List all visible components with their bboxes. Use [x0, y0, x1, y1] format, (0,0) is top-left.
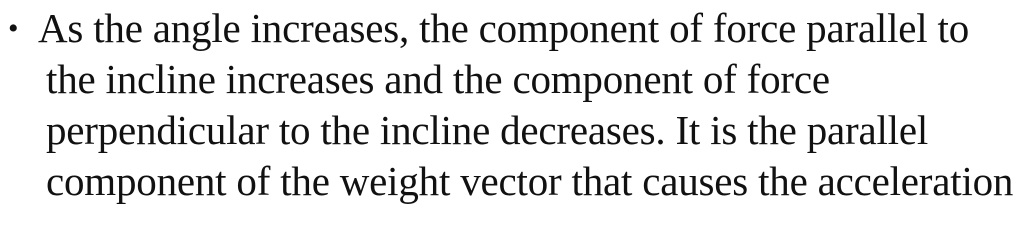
bullet-text-line-2: the incline increases and the component of force: [46, 56, 830, 102]
bullet-text-line-4: component of the weight vector that causes the acceleration: [46, 158, 1014, 204]
bullet-text-line-3: perpendicular to the incline decreases. It is the parallel: [46, 107, 929, 153]
bullet-marker: •: [8, 12, 19, 45]
bullet-text-line-1: As the angle increases, the component of force parallel to: [38, 5, 970, 51]
